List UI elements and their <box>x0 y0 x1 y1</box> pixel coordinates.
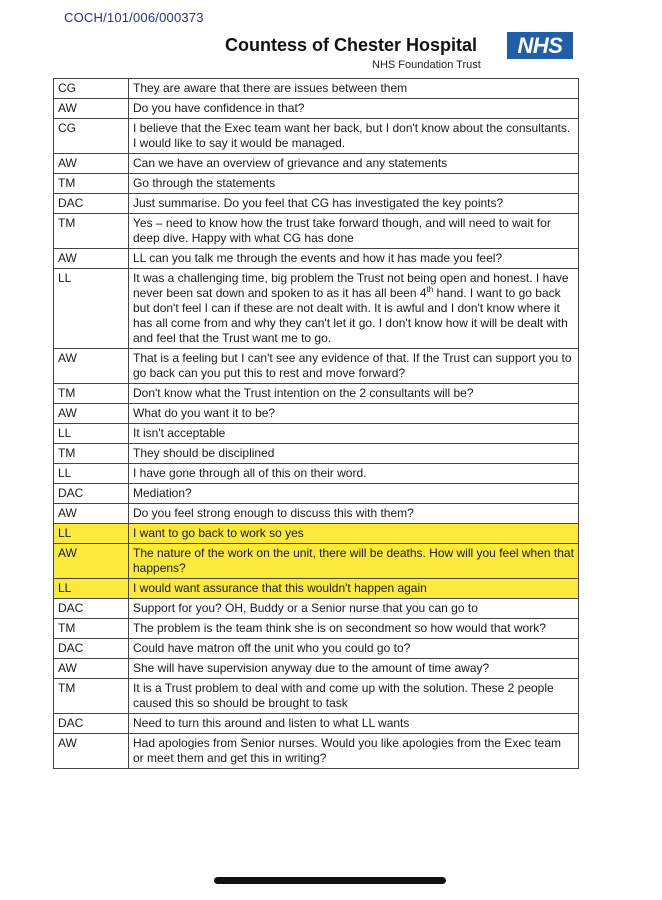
speaker-cell: TM <box>54 174 129 194</box>
table-row <box>54 714 579 734</box>
nhs-logo: NHS <box>507 32 573 59</box>
speaker-cell: DAC <box>54 484 129 504</box>
table-row <box>54 214 579 249</box>
statement-cell: They are aware that there are issues between them <box>129 79 579 99</box>
speaker-cell: TM <box>54 619 129 639</box>
statement-cell: Do you have confidence in that? <box>129 99 579 119</box>
table-row <box>54 194 579 214</box>
table-row <box>54 504 579 524</box>
table-row <box>54 659 579 679</box>
speaker-cell: TM <box>54 214 129 249</box>
table-row <box>54 154 579 174</box>
statement-cell: The problem is the team think she is on secondment so how would that work? <box>129 619 579 639</box>
speaker-cell: AW <box>54 154 129 174</box>
table-row <box>54 424 579 444</box>
statement-cell: It isn't acceptable <box>129 424 579 444</box>
statement-cell: What do you want it to be? <box>129 404 579 424</box>
speaker-cell: AW <box>54 659 129 679</box>
speaker-cell: AW <box>54 349 129 384</box>
statement-cell: Need to turn this around and listen to what LL wants <box>129 714 579 734</box>
statement-cell: Just summarise. Do you feel that CG has investigated the key points? <box>129 194 579 214</box>
table-row <box>54 384 579 404</box>
speaker-cell: AW <box>54 404 129 424</box>
speaker-cell: AW <box>54 249 129 269</box>
speaker-cell: LL <box>54 424 129 444</box>
statement-cell <box>129 269 579 349</box>
table-row <box>54 79 579 99</box>
statement-cell: Support for you? OH, Buddy or a Senior nurse that you can go to <box>129 599 579 619</box>
speaker-cell: LL <box>54 269 129 349</box>
speaker-cell: AW <box>54 504 129 524</box>
statement-cell: Mediation? <box>129 484 579 504</box>
table-row <box>54 679 579 714</box>
table-row <box>54 119 579 154</box>
speaker-cell: TM <box>54 679 129 714</box>
statement-cell: Yes – need to know how the trust take forward though, and will need to wait for deep dive. Happy with what CG has done <box>129 214 579 249</box>
table-row <box>54 99 579 119</box>
speaker-cell: DAC <box>54 639 129 659</box>
statement-text-part: hand. I want to go back but don't feel I can if these are not dealt with. It is awful and I don't know where it has all come from and why they can't let it go. I don't know how it will be dealt with and feel that the Trust want me to go. <box>133 286 568 345</box>
statement-cell: They should be disciplined <box>129 444 579 464</box>
table-row <box>54 544 579 579</box>
statement-cell: Don't know what the Trust intention on the 2 consultants will be? <box>129 384 579 404</box>
speaker-cell: CG <box>54 119 129 154</box>
statement-cell: Had apologies from Senior nurses. Would you like apologies from the Exec team or meet them and get this in writing? <box>129 734 579 769</box>
statement-cell-highlighted: I would want assurance that this wouldn't happen again <box>129 579 579 599</box>
speaker-cell: AW <box>54 734 129 769</box>
speaker-cell-highlighted: LL <box>54 579 129 599</box>
statement-cell: LL can you talk me through the events and how it has made you feel? <box>129 249 579 269</box>
speaker-cell: AW <box>54 99 129 119</box>
statement-cell: Could have matron off the unit who you could go to? <box>129 639 579 659</box>
statement-cell: That is a feeling but I can't see any evidence of that. If the Trust can support you to go back can you put this to rest and move forward? <box>129 349 579 384</box>
speaker-cell: TM <box>54 444 129 464</box>
transcript-table <box>53 78 579 769</box>
table-row <box>54 349 579 384</box>
statement-cell: I have gone through all of this on their word. <box>129 464 579 484</box>
home-indicator[interactable] <box>214 877 446 884</box>
ordinal-suffix: th <box>426 285 434 294</box>
speaker-cell-highlighted: AW <box>54 544 129 579</box>
statement-cell: Can we have an overview of grievance and any statements <box>129 154 579 174</box>
speaker-cell: LL <box>54 464 129 484</box>
speaker-cell: DAC <box>54 599 129 619</box>
statement-cell: She will have supervision anyway due to the amount of time away? <box>129 659 579 679</box>
document-reference: COCH/101/006/000373 <box>64 10 204 25</box>
table-row <box>54 174 579 194</box>
table-row <box>54 639 579 659</box>
speaker-cell-highlighted: LL <box>54 524 129 544</box>
statement-cell: Do you feel strong enough to discuss this with them? <box>129 504 579 524</box>
table-row <box>54 599 579 619</box>
statement-text-part: It was a challenging time, big problem the Trust not being open and honest. I have never been sat down and spoken to as it has all been 4 <box>133 271 569 300</box>
statement-cell: It is a Trust problem to deal with and come up with the solution. These 2 people caused this so should be brought to task <box>129 679 579 714</box>
table-row <box>54 249 579 269</box>
statement-cell: Go through the statements <box>129 174 579 194</box>
speaker-cell: DAC <box>54 194 129 214</box>
table-row <box>54 484 579 504</box>
speaker-cell: TM <box>54 384 129 404</box>
table-row <box>54 579 579 599</box>
table-row <box>54 444 579 464</box>
trust-name: NHS Foundation Trust <box>372 59 481 71</box>
table-row <box>54 464 579 484</box>
table-row <box>54 734 579 769</box>
hospital-name: Countess of Chester Hospital <box>225 35 478 55</box>
table-row <box>54 524 579 544</box>
statement-cell-highlighted: I want to go back to work so yes <box>129 524 579 544</box>
table-row <box>54 404 579 424</box>
table-row <box>54 619 579 639</box>
speaker-cell: DAC <box>54 714 129 734</box>
statement-cell: I believe that the Exec team want her back, but I don't know about the consultants. I would like to say it would be managed. <box>129 119 579 154</box>
statement-cell-highlighted: The nature of the work on the unit, there will be deaths. How will you feel when that happens? <box>129 544 579 579</box>
speaker-cell: CG <box>54 79 129 99</box>
table-row <box>54 269 579 349</box>
